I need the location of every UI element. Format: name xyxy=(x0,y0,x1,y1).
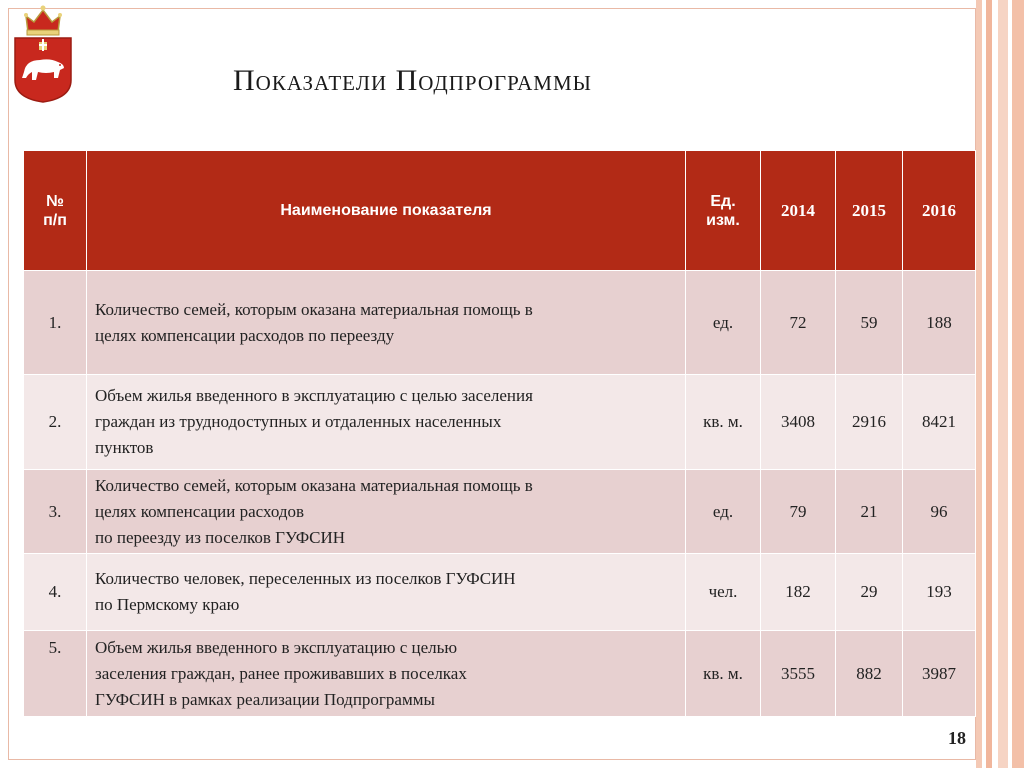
header-number-line1: № xyxy=(46,192,64,210)
indicator-line: целях компенсации расходов по переезду xyxy=(95,325,395,345)
decorative-stripes xyxy=(976,0,1024,768)
indicator-line: по переезду из поселков ГУФСИН xyxy=(95,527,346,547)
value-2016: 188 xyxy=(903,271,976,375)
value-2015: 21 xyxy=(836,470,903,554)
table-row xyxy=(24,375,976,470)
unit-cell: кв. м. xyxy=(686,631,761,717)
header-year-2016: 2016 xyxy=(903,151,976,271)
unit-cell: чел. xyxy=(686,554,761,631)
indicator-name xyxy=(87,554,686,631)
value-2014: 3555 xyxy=(761,631,836,717)
table-row xyxy=(24,554,976,631)
indicator-name xyxy=(87,631,686,717)
indicator-name xyxy=(87,375,686,470)
value-2015: 882 xyxy=(836,631,903,717)
row-number: 2. xyxy=(24,375,87,470)
indicator-name xyxy=(87,470,686,554)
indicator-line: граждан из труднодоступных и отдаленных населенных xyxy=(95,412,502,431)
value-2015: 29 xyxy=(836,554,903,631)
unit-cell: кв. м. xyxy=(686,375,761,470)
header-unit-line1: Ед. xyxy=(710,192,736,210)
indicator-line: Объем жилья введенного в эксплуатацию с целью заселения xyxy=(95,386,533,405)
table-row xyxy=(24,470,976,554)
indicator-line: Количество человек, переселенных из поселков ГУФСИН xyxy=(95,569,516,588)
row-number: 3. xyxy=(24,470,87,554)
indicator-name xyxy=(87,271,686,375)
indicator-line: целях компенсации расходов xyxy=(95,501,305,521)
indicator-line: по Пермскому краю xyxy=(95,595,240,614)
header-indicator-name: Наименование показателя xyxy=(87,151,686,271)
row-number: 1. xyxy=(24,271,87,375)
header-unit xyxy=(686,151,761,271)
header-unit-line2: изм. xyxy=(706,211,740,229)
value-2014: 182 xyxy=(761,554,836,631)
value-2016: 8421 xyxy=(903,375,976,470)
row-number: 5. xyxy=(24,631,87,717)
indicator-line: Объем жилья введенного в эксплуатацию с целью xyxy=(95,637,458,657)
slide-title: Показатели Подпрограммы xyxy=(233,64,592,97)
unit-cell: ед. xyxy=(686,271,761,375)
coat-of-arms-icon xyxy=(10,2,76,104)
value-2016: 3987 xyxy=(903,631,976,717)
table-header-row xyxy=(24,151,976,271)
table-row xyxy=(24,631,976,717)
value-2014: 79 xyxy=(761,470,836,554)
unit-cell: ед. xyxy=(686,470,761,554)
indicator-line: пунктов xyxy=(95,438,154,457)
indicator-line: Количество семей, которым оказана материальная помощь в xyxy=(95,475,533,495)
header-year-2015: 2015 xyxy=(836,151,903,271)
header-number xyxy=(24,151,87,271)
row-number: 4. xyxy=(24,554,87,631)
indicator-line: заселения граждан, ранее проживавших в поселках xyxy=(95,663,467,683)
header-number-line2: п/п xyxy=(43,211,67,229)
value-2015: 59 xyxy=(836,271,903,375)
table-row xyxy=(24,271,976,375)
value-2014: 72 xyxy=(761,271,836,375)
indicators-table xyxy=(23,150,976,717)
indicator-line: Количество семей, которым оказана материальная помощь в xyxy=(95,299,533,319)
value-2016: 96 xyxy=(903,470,976,554)
value-2015: 2916 xyxy=(836,375,903,470)
value-2014: 3408 xyxy=(761,375,836,470)
indicator-line: ГУФСИН в рамках реализации Подпрограммы xyxy=(95,689,435,709)
page-number: 18 xyxy=(948,728,966,748)
value-2016: 193 xyxy=(903,554,976,631)
header-year-2014: 2014 xyxy=(761,151,836,271)
